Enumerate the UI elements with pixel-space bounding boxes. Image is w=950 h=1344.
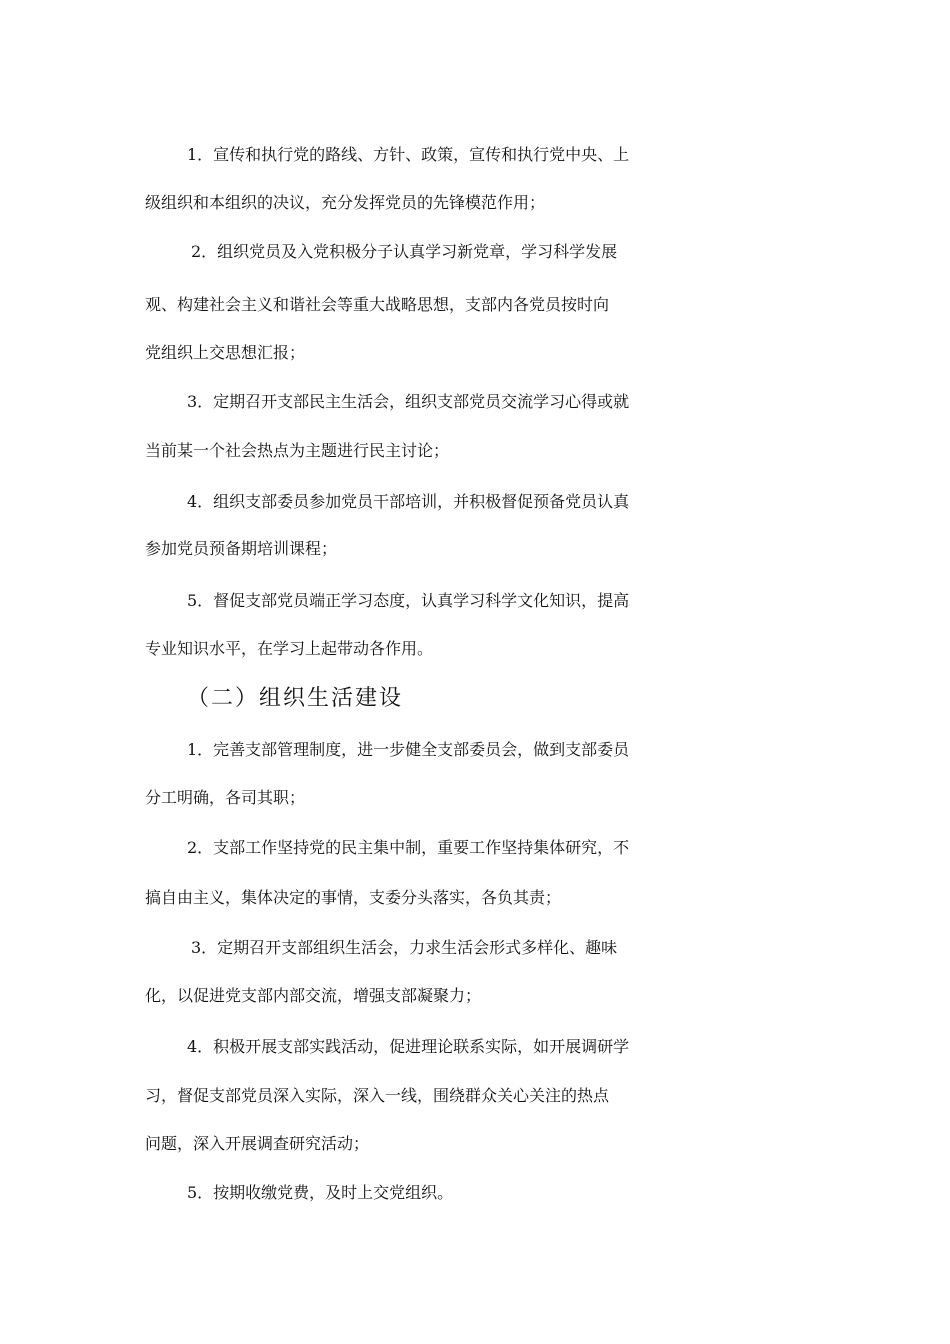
paragraph-line: 5．督促支部党员端正学习态度，认真学习科学文化知识，提高 xyxy=(187,591,630,610)
paragraph-line: 5．按期收缴党费，及时上交党组织。 xyxy=(187,1183,454,1202)
paragraph-line: 2．支部工作坚持党的民主集中制，重要工作坚持集体研究，不 xyxy=(187,838,630,857)
paragraph-line: 级组织和本组织的决议，充分发挥党员的先锋模范作用； xyxy=(145,193,546,212)
paragraph-line: 问题，深入开展调查研究活动； xyxy=(145,1134,370,1153)
paragraph-line: 3．定期召开支部组织生活会，力求生活会形式多样化、趣味 xyxy=(191,938,618,957)
paragraph-line: 2．组织党员及入党积极分子认真学习新党章，学习科学发展 xyxy=(191,242,618,261)
paragraph-line: 分工明确，各司其职； xyxy=(145,788,306,807)
paragraph-line: 观、构建社会主义和谐社会等重大战略思想，支部内各党员按时向 xyxy=(145,295,610,314)
section-heading: （二）组织生活建设 xyxy=(187,686,404,711)
paragraph-line: 搞自由主义，集体决定的事情，支委分头落实，各负其责； xyxy=(145,888,562,907)
paragraph-line: 参加党员预备期培训课程； xyxy=(145,539,338,558)
paragraph-line: 党组织上交思想汇报； xyxy=(145,343,306,362)
paragraph-line: 习，督促支部党员深入实际，深入一线，围绕群众关心关注的热点 xyxy=(145,1086,610,1105)
paragraph-line: 当前某一个社会热点为主题进行民主讨论； xyxy=(145,441,450,460)
paragraph-line: 3．定期召开支部民主生活会，组织支部党员交流学习心得或就 xyxy=(187,392,630,411)
paragraph-line: 4．积极开展支部实践活动，促进理论联系实际，如开展调研学 xyxy=(187,1037,630,1056)
paragraph-line: 专业知识水平，在学习上起带动各作用。 xyxy=(145,639,434,658)
paragraph-line: 化，以促进党支部内部交流，增强支部凝聚力； xyxy=(145,986,482,1005)
paragraph-line: 1．宣传和执行党的路线、方针、政策，宣传和执行党中央、上 xyxy=(187,145,630,164)
paragraph-line: 1．完善支部管理制度，进一步健全支部委员会，做到支部委员 xyxy=(187,740,630,759)
paragraph-line: 4．组织支部委员参加党员干部培训，并积极督促预备党员认真 xyxy=(187,492,630,511)
